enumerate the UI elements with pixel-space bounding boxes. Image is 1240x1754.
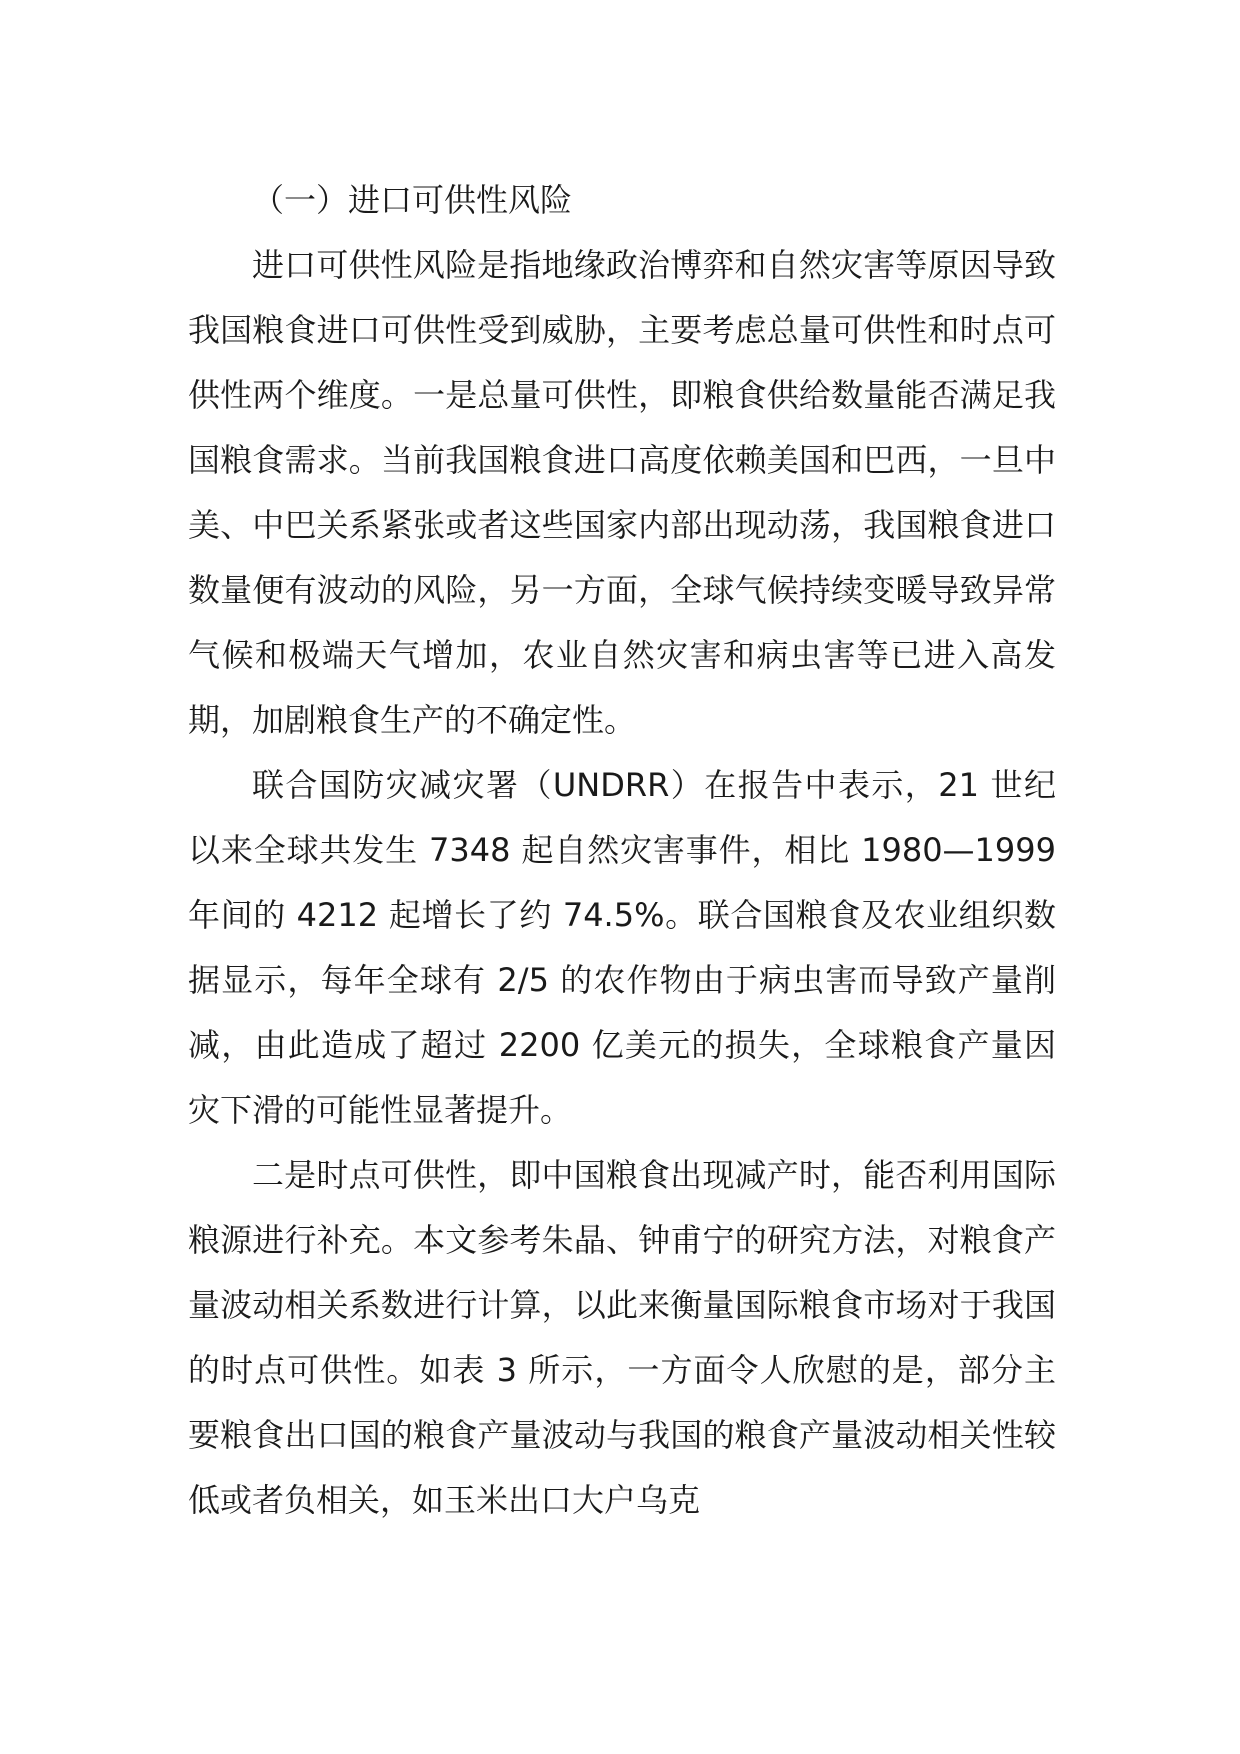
paragraph-import-supply-risk: 进口可供性风险是指地缘政治博弈和自然灾害等原因导致我国粮食进口可供性受到威胁，主要考虑总量可供性和时点可供性两个维度。一是总量可供性，即粮食供给数量能否满足我国粮食需求。当前我国粮食进口高度依赖美国和巴西，一旦中美、中巴关系紧张或者这些国家内部出现动荡，我国粮食进口数量便有波动的风险，另一方面，全球气候持续变暖导致异常气候和极端天气增加，农业自然灾害和病虫害等已进入高发期，加剧粮食生产的不确定性。 — [188, 246, 1056, 739]
paragraph-timely-supply: 二是时点可供性，即中国粮食出现减产时，能否利用国际粮源进行补充。本文参考朱晶、钟甫宁的研究方法，对粮食产量波动相关系数进行计算，以此来衡量国际粮食市场对于我国的时点可供性。如表 3 所示，一方面令人欣慰的是，部分主要粮食出口国的粮食产量波动与我国的粮食产量波动相关性较低或者负相关，如玉米出口大户乌克 — [188, 1156, 1056, 1519]
section-heading: （一）进口可供性风险 — [252, 181, 573, 219]
paragraph-undrr-report: 联合国防灾减灾署（UNDRR）在报告中表示，21 世纪以来全球共发生 7348 起自然灾害事件，相比 1980—1999 年间的 4212 起增长了约 74.5%。联合国粮食及农业组织数据显示，每年全球有 2/5 的农作物由于病虫害而导致产量削减，由此造成了超过 2200 亿美元的损失，全球粮食产量因灾下滑的可能性显著提升。 — [188, 766, 1056, 1129]
document-body — [188, 168, 1056, 1533]
